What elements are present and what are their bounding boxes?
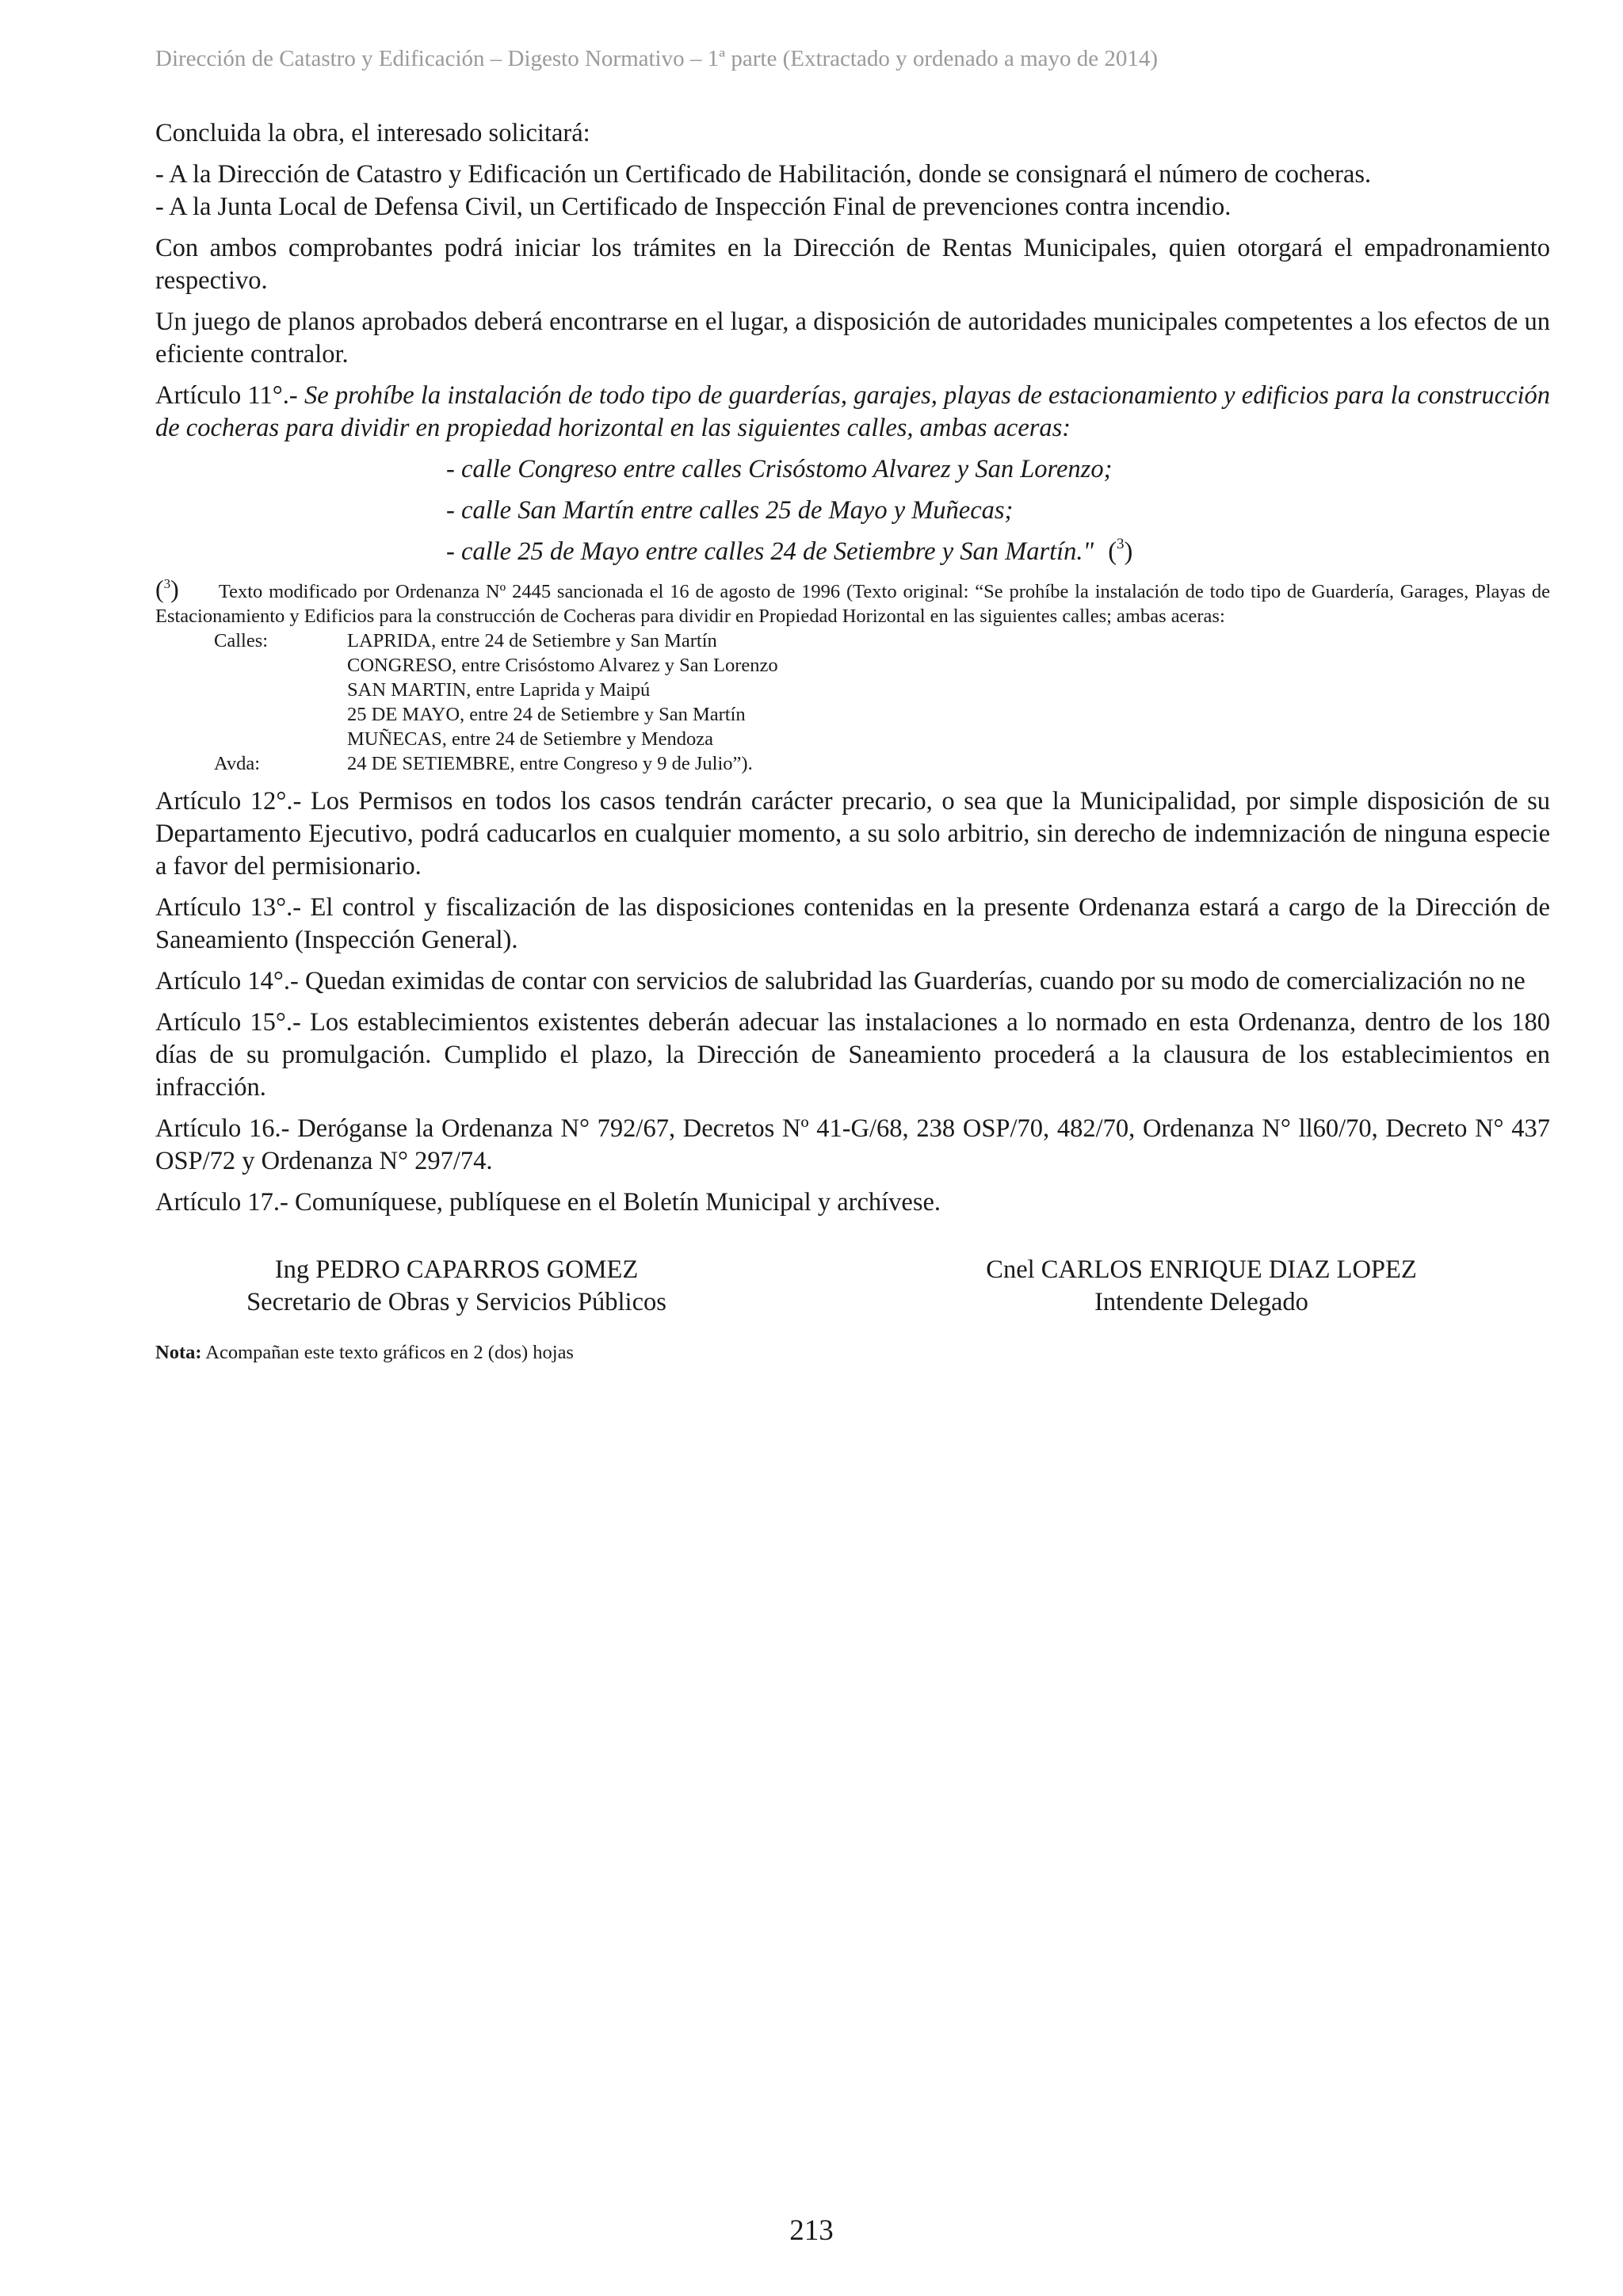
footnote-row: MUÑECAS, entre 24 de Setiembre y Mendoza (347, 728, 713, 750)
article-17: Artículo 17.- Comuníquese, publíquese en el Boletín Municipal y archívese. (155, 1188, 941, 1217)
footnote-row: Avda: 24 DE SETIEMBRE, entre Congreso y 9 de Julio”). (214, 753, 753, 774)
article-16: Artículo 16.- Deróganse la Ordenanza N° 792/67, Decretos Nº 41-G/68, 238 OSP/70, 482/70, Ordenanza N° ll60/70, Decreto N° 437 OSP/72 y Ordenanza N° 297/74. (155, 1114, 1550, 1175)
para-planos: Un juego de planos aprobados deberá encontrarse en el lugar, a disposición de autoridades municipales competentes a los efectos de un eficiente contralor. (155, 308, 1550, 369)
para-rentas: Con ambos comprobantes podrá iniciar los trámites en la Dirección de Rentas Municipales, quien otorgará el empadronamiento respectivo. (155, 234, 1550, 295)
signature-block (155, 1254, 1550, 1319)
signature-secretario (155, 1254, 758, 1319)
footnote-reference: ($^3$) (1108, 536, 1133, 566)
intro-line: Concluida la obra, el interesado solicitará: (155, 119, 590, 147)
bullet-certificado-inspeccion: - A la Junta Local de Defensa Civil, un Certificado de Inspección Final de prevenciones contra incendio. (155, 193, 1232, 221)
document-body (155, 117, 1550, 1365)
nota (155, 1340, 1550, 1365)
running-header: Dirección de Catastro y Edificación – Digesto Normativo – 1ª parte (Extractado y ordenado a mayo de 2014) (155, 46, 1159, 71)
signatory-title: Intendente Delegado (1094, 1288, 1308, 1316)
street-item (446, 536, 1550, 568)
footnote-row: SAN MARTIN, entre Laprida y Maipú (347, 679, 651, 701)
footnote-3 (155, 577, 1550, 776)
article-14: Artículo 14°.- Quedan eximidas de contar con servicios de salubridad las Guarderías, cuando por su modo de comercialización no ne (155, 967, 1526, 995)
street-item: - calle San Martín entre calles 25 de Mayo y Muñecas; (446, 496, 1014, 525)
street-item-text: - calle 25 de Mayo entre calles 24 de Setiembre y San Martín." (446, 537, 1094, 566)
street-item: - calle Congreso entre calles Crisóstomo Alvarez y San Lorenzo; (446, 455, 1113, 483)
footnote-marker: ($^3$) (155, 575, 179, 603)
signatory-name: Ing PEDRO CAPARROS GOMEZ (274, 1255, 639, 1284)
footnote-street-table (214, 628, 1550, 776)
article-12: Artículo 12°.- Los Permisos en todos los casos tendrán carácter precario, o sea que la Municipalidad, por simple disposición de su Departamento Ejecutivo, podrá caducarlos en cualquier momento, a su solo arbitrio, sin derecho de indemnización de ninguna especie a favor del permisionario. (155, 787, 1551, 881)
signature-intendente (853, 1254, 1550, 1319)
article-11-label: Artículo 11°.- (155, 381, 298, 410)
article-15: Artículo 15°.- Los establecimientos existentes deberán adecuar las instalaciones a lo normado en esta Ordenanza, dentro de los 180 días de su promulgación. Cumplido el plazo, la Dirección de Saneamiento procederá a la clausura de los establecimientos en infracción. (155, 1008, 1550, 1102)
article-11-text: Se prohíbe la instalación de todo tipo de guarderías, garajes, playas de estacionamiento y edificios para la construcción de cocheras para dividir en propiedad horizontal en las siguientes calles, ambas aceras: (155, 381, 1551, 442)
signatory-title: Secretario de Obras y Servicios Públicos (246, 1288, 666, 1316)
page-number: 213 (789, 2214, 834, 2247)
article-13: Artículo 13°.- El control y fiscalización de las disposiciones contenidas en la presente Ordenanza estará a cargo de la Dirección de Saneamiento (Inspección General). (155, 893, 1550, 954)
signatory-name: Cnel CARLOS ENRIQUE DIAZ LOPEZ (986, 1255, 1417, 1284)
footnote-row: CONGRESO, entre Crisóstomo Alvarez y San Lorenzo (347, 655, 778, 676)
footnote-row: 25 DE MAYO, entre 24 de Setiembre y San Martín (347, 704, 746, 725)
bullet-certificado-habilitacion: - A la Dirección de Catastro y Edificación un Certificado de Habilitación, donde se consignará el número de cocheras. (155, 160, 1372, 189)
nota-label: Nota: (155, 1342, 202, 1363)
nota-text: Acompañan este texto gráficos en 2 (dos) hojas (205, 1342, 574, 1363)
article-11-street-list (155, 453, 1550, 568)
article-11 (155, 380, 1550, 445)
footnote-row: Calles: LAPRIDA, entre 24 de Setiembre y San Martín (214, 630, 717, 651)
footnote-text: Texto modificado por Ordenanza Nº 2445 sancionada el 16 de agosto de 1996 (Texto original: “Se prohíbe la instalación de todo tipo de Guardería, Garages, Playas de Estacionamiento y Edificios para la construcción de Cocheras para dividir en Propiedad Horizontal en las siguientes calles; ambas aceras: (155, 581, 1550, 627)
